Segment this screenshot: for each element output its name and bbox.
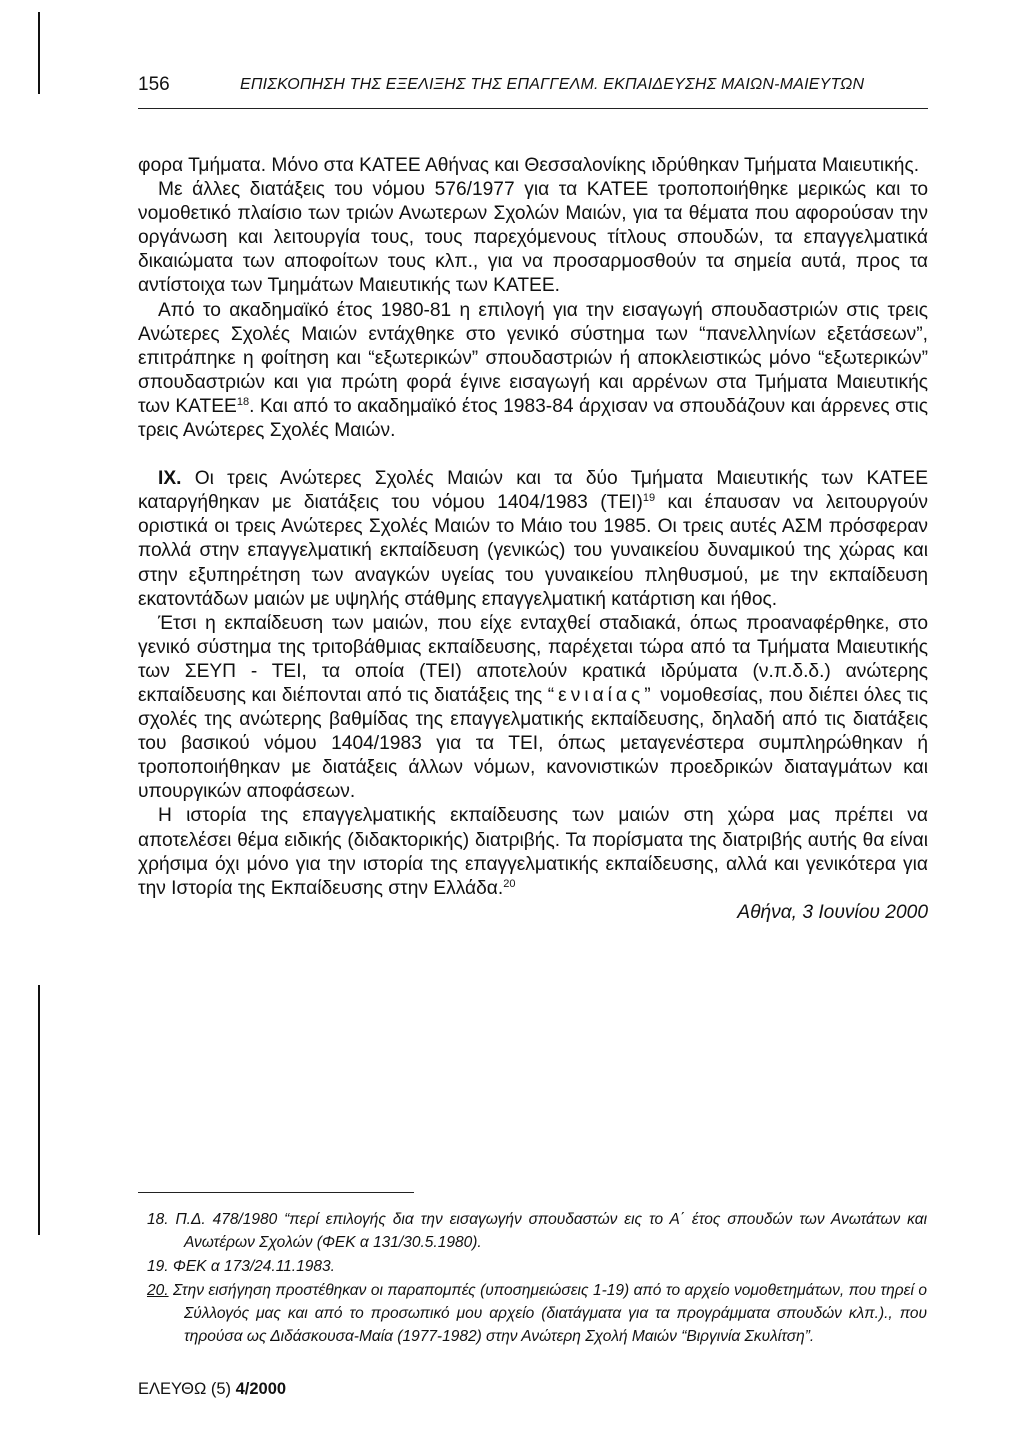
signature-line: Αθήνα, 3 Ιουνίου 2000 <box>737 901 928 923</box>
footnote-ref-18: 18 <box>236 395 250 408</box>
body-text <box>138 154 928 925</box>
footnote-18: 18. Π.Δ. 478/1980 “περί επιλογής δια την εισαγωγήν σπουδαστών εις το Α΄ έτος σπουδών των Ανωτάτων και Ανωτέρων Σχολών (ΦΕΚ α 131/30.5.1980). <box>147 1211 928 1251</box>
journal-footer <box>138 1380 286 1399</box>
page-edge-mark-bottom <box>38 985 40 1235</box>
footnote-20: 20. Στην εισήγηση προστέθηκαν οι παραπομπές (υποσημειώσεις 1-19) από το αρχείο νομοθετημάτων, που τηρεί ο Σύλλογός μας και από το προσωπικό μου αρχείο (διατάγματα για τα προγράμματα σπουδών κλπ.)., που τηρούσα ως Διδάσκουσα-Μαία (1977-1982) στην Ανώτερη Σχολή Μαιών “Βιργινία Σκυλίτση”. <box>147 1282 927 1345</box>
journal-issue: 4/2000 <box>235 1380 287 1398</box>
page-number: 156 <box>138 74 170 95</box>
footnote-ref-19: 19 <box>642 492 656 505</box>
footnote-divider <box>138 1192 414 1193</box>
paragraph-6: Η ιστορία της επαγγελματικής εκπαίδευσης των μαιών στη χώρα μας πρέπει να αποτελέσει θέμα ειδικής (διδακτορικής) διατριβής. Τα πορίσματα της διατριβής αυτής θα είναι χρήσιμα όχι μόνο για την ιστορία της επαγγελματικής εκπαίδευσης, αλλά και γενικότερα για την Ιστορία της Εκπαίδευσης στην Ελλάδα.$^{20}$ <box>138 805 928 899</box>
paragraph-2: Με άλλες διατάξεις του νόμου 576/1977 για τα ΚΑΤΕΕ τροποποιήθηκε μερικώς και το νομοθετικό πλαίσιο των τριών Ανωτερων Σχολών Μαιών, για τα θέματα που αφορούσαν την οργάνωση και λειτουργία τους, τους παρεχόμενους τίτλους σπουδών, τα επαγγελματικά δικαιώματα των αποφοίτων τους κλπ., για να προσαρμοσθούν τα σημεία αυτά, προς τα αντίστοιχα των Τμημάτων Μαιευτικής των ΚΑΤΕΕ. <box>138 179 928 297</box>
emphasis-spaced: “ενιαίας” <box>547 684 655 706</box>
page-edge-mark-top <box>38 12 40 94</box>
footnote-ref-20: 20 <box>503 877 516 890</box>
paragraph-5: Έτσι η εκπαίδευση των μαιών, που είχε ενταχθεί σταδιακά, όπως προαναφέρθηκε, στο γενικό σύστημα της τριτοβάθμιας εκπαίδευσης, παρέχεται τώρα από τα Τμήματα Μαιευτικής των ΣΕΥΠ - ΤΕΙ, τα οποία (ΤΕΙ) αποτελούν κρατικά ιδρύματα (ν.π.δ.δ.) ανώτερης εκπαίδευσης και διέπονται από τις διατάξεις της “ενιαίας” νομοθεσίας, που διέπει όλες τις σχολές της ανώτερης βαθμίδας της επαγγελματικής εκπαίδευσης, δηλαδή από τις διατάξεις του βασικού νόμου 1404/1983 για τα ΤΕΙ, όπως μεταγενέστερα συμπληρώθηκαν ή τροποποιήθηκαν με διατάξεις άλλων νόμων, κανονιστικών προεδρικών διαταγμάτων και υπουργικών αποφάσεων. <box>138 612 929 803</box>
running-header <box>138 74 928 109</box>
running-title: ΕΠΙΣΚΟΠΗΣΗ ΤΗΣ ΕΞΕΛΙΞΗΣ ΤΗΣ ΕΠΑΓΓΕΛΜ. ΕΚΠΑΙΔΕΥΣΗΣ ΜΑΙΩΝ-ΜΑΙΕΥΤΩΝ <box>240 76 865 93</box>
footnote-19: 19. ΦΕΚ α 173/24.11.1983. <box>147 1258 335 1275</box>
footnotes <box>147 1208 927 1348</box>
section-number: IX. <box>158 468 182 490</box>
paragraph-section-ix: IX. Οι τρεις Ανώτερες Σχολές Μαιών και τα δύο Τμήματα Μαιευτικής των ΚΑΤΕΕ καταργήθηκαν με διατάξεις του νόμου 1404/1983 $(TEI)^{19}$ και έπαυσαν να λειτουργούν οριστικά οι τρεις Ανώτερες Σχολές Μαιών το Μάιο του 1985. Οι τρεις αυτές ΑΣΜ πρόσφεραν πολλά στην επαγγελματική εκπαίδευση (γενικώς) του γυναικείου δυναμικού της χώρας και στην εξυπηρέτηση των αναγκών υγείας του γυναικείου πληθυσμού, με την εκπαίδευση εκατοντάδων μαιών με υψηλής στάθμης επαγγελματική κατάρτιση και ήθος. <box>138 468 928 610</box>
journal-name: ΕΛΕΥΘΩ (5) <box>138 1380 232 1398</box>
paragraph-1: φορα Τμήματα. Μόνο στα ΚΑΤΕΕ Αθήνας και Θεσσαλονίκης ιδρύθηκαν Τμήματα Μαιευτικής. <box>138 155 920 176</box>
paragraph-3: Από το ακαδημαϊκό έτος 1980-81 η επιλογή για την εισαγωγή σπουδαστριών στις τρεις Ανώτερες Σχολές Μαιών εντάχθηκε στο γενικό σύστημα των “πανελληνίων εξετάσεων”, επιτράπηκε η φοίτηση και “εξωτερικών” σπουδαστριών ή αποκλειστικώς μόνο “εξωτερικών” σπουδαστριών και για πρώτη φορά έγινε εισαγωγή και αρρένων στα Τμήματα Μαιευτικής των ΚΑΤΕΕ$^{18}$. Και από το ακαδημαϊκό έτος 1983-84 άρχισαν να σπουδάζουν και άρρενες στις τρεις Ανώτερες Σχολές Μαιών. <box>138 299 928 442</box>
